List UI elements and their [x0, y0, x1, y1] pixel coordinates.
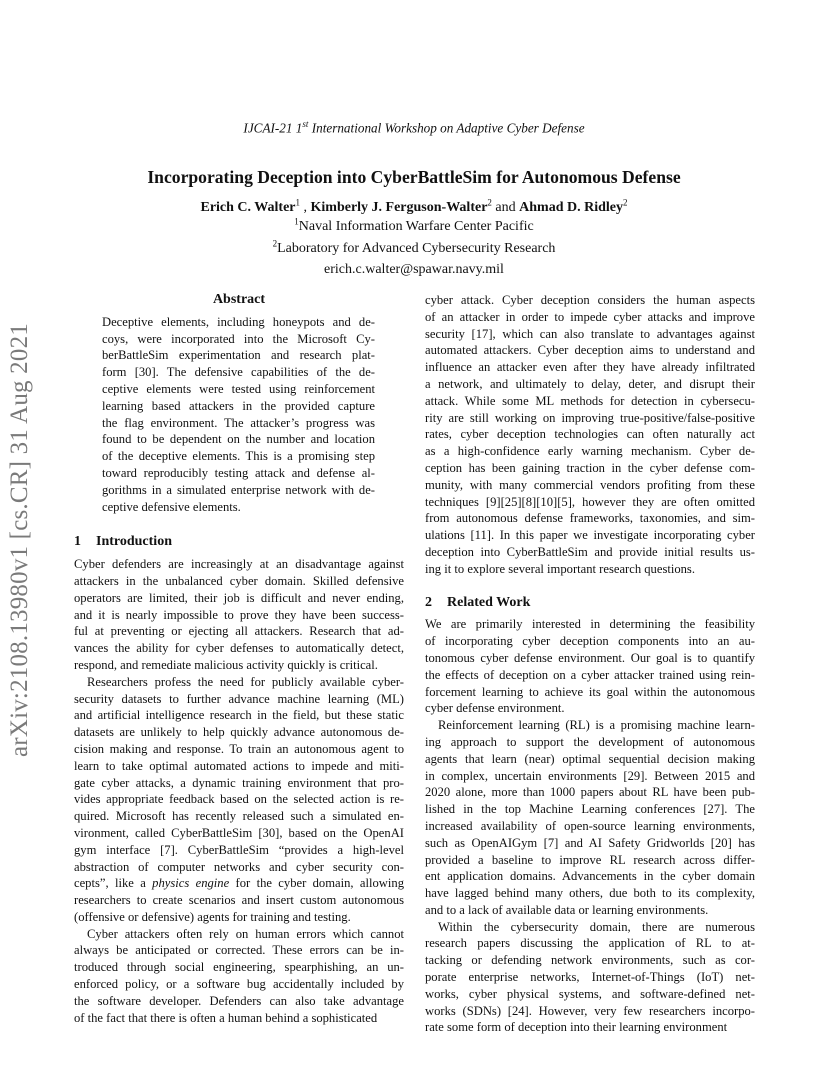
text-line: rity are still working on improving true-positive/false-positive	[425, 410, 755, 425]
text-line: troduced through social engineering, spearphishing, an un-	[74, 960, 404, 975]
related-body	[425, 616, 755, 1036]
text-line: of the fact that there is often a human behind a sophisticated	[74, 1010, 378, 1025]
paragraph	[425, 919, 755, 1037]
text-line: attackers in the unbalanced cyber domain. Skilled defensive	[74, 573, 404, 588]
text-line: of an attacker in order to impede cyber attacks and improve	[425, 309, 755, 324]
text-line: respond, and remediate malicious activity quickly is critical.	[74, 657, 378, 672]
text-line: cepts”, like a physics engine for the cyber domain, allowing	[74, 876, 404, 891]
text-line: Reinforcement learning (RL) is a promising machine learn-	[438, 718, 755, 733]
text-line: the flag environment. The attacker’s progress was	[102, 415, 375, 430]
author-name: Kimberly J. Ferguson-Walter	[310, 200, 488, 215]
text-line: ceptive elements were tested using reinforcement	[102, 381, 375, 396]
text-line: the effects of deception on a cyber attacker trained using rein-	[425, 667, 755, 682]
text-line: research papers discussing the application of RL to at-	[425, 936, 755, 951]
text-line: ent application domains. Advancements in the cyber domain	[425, 869, 755, 884]
paragraph	[425, 616, 755, 717]
paragraph	[74, 556, 404, 674]
arxiv-stamp: arXiv:2108.13980v1 [cs.CR] 31 Aug 2021	[6, 323, 33, 757]
section-heading-related-work: 2 Related Work	[425, 594, 531, 610]
text-line: gate cyber attacks, a dynamic training environment that pro-	[74, 775, 404, 790]
text-line: works (SDNs) [24]. However, very few researchers incorpo-	[425, 1003, 755, 1018]
text-line: munity, with many commercial vendors profiting from these	[425, 477, 755, 492]
text-line: ceptive defensive elements.	[102, 499, 241, 514]
text-line: rates, cyber deception technologies can often naturally act	[425, 427, 755, 442]
text-line: ing approach to support the development of autonomous	[425, 734, 755, 749]
text-line: vironment, called CyberBattleSim [30], based on the OpenAI	[74, 825, 404, 840]
text-line: a network, and ultimately to delay, deter, and disrupt their	[425, 376, 755, 391]
text-line: coys, were incorporated into the Microsoft Cy-	[102, 331, 375, 346]
text-line: increased availability of open-source learning environments,	[425, 818, 755, 833]
text-line: Researchers profess the need for publicly available cyber-	[87, 674, 404, 689]
text-line: operators are limited, their job is difficult and never ending,	[74, 590, 404, 605]
text-line: cyber attack. Cyber deception considers the human aspects	[425, 293, 755, 307]
text-line: ing it to explore several important research questions.	[425, 561, 695, 576]
text-line: and to a lack of available data or learning environments.	[425, 902, 709, 917]
text-line: always be anticipated or corrected. These errors can be in-	[74, 943, 404, 958]
continued-paragraph	[425, 292, 755, 578]
affiliation: $^2$Laboratory for Advanced Cybersecurity Research	[272, 237, 556, 256]
affiliations	[0, 216, 828, 281]
text-line: automated attackers. Cyber deception aims to understand and	[425, 343, 755, 358]
text-line: of incorporating cyber deception components into an au-	[425, 634, 755, 649]
text-line: and it is nearly impossible to prove they have been success-	[74, 607, 404, 622]
text-line: tonomous cyber defense environment. Our goal is to quantify	[425, 650, 755, 665]
text-line: vances the ability for cyber defenses to automatically detect,	[74, 641, 404, 656]
text-line: We are primarily interested in determining the feasibility	[425, 617, 755, 632]
text-line: lished in the top Machine Learning conferences [27]. The	[425, 802, 755, 817]
email: erich.c.walter@spawar.navy.mil	[324, 262, 504, 277]
text-line: provided a baseline to improve RL research across differ-	[425, 852, 755, 867]
text-line: cision making and response. To train an autonomous agent to	[74, 741, 404, 756]
text-line: rate some form of deception into their learning environment	[425, 1020, 728, 1035]
text-line: security [17], which can also translate to advantages against	[425, 326, 755, 341]
text-line: in complex, uncertain environments [29]. Between 2015 and	[425, 768, 755, 783]
text-line: techniques [9][25][8][10][5], however they are often omitted	[425, 494, 755, 509]
text-line: 2020 alone, more than 1000 papers about RL have been pub-	[425, 785, 755, 800]
text-line: works, cyber physical systems, and software-defined net-	[425, 986, 755, 1001]
right-column	[425, 292, 755, 1036]
text-line: ful at preventing or ejecting all attackers. Research that ad-	[74, 624, 404, 639]
text-line: (offensive or defensive) agents for training and testing.	[74, 909, 351, 924]
text-line: attack. While some ML methods for detection in cybersecu-	[425, 393, 755, 408]
venue-line: IJCAI-21 1st International Workshop on Adaptive Cyber Defense	[243, 119, 585, 136]
text-line: porate enterprise networks, Internet-of-Things (IoT) net-	[425, 970, 755, 985]
text-line: have lagged behind many others, due both to its complexity,	[425, 886, 755, 901]
text-line: Cyber defenders are increasingly at an disadvantage against	[74, 557, 404, 572]
text-line: tacking or defending network environments, such as cor-	[425, 953, 755, 968]
left-column	[74, 292, 404, 1026]
text-line: influence an attacker even after they have already infiltrated	[425, 360, 755, 375]
text-line: found to be dependent on the number and location	[102, 432, 375, 447]
paper-title: Incorporating Deception into CyberBattleSim for Autonomous Defense	[147, 167, 681, 187]
intro-body	[74, 556, 404, 1026]
text-line: gorithms in a simulated enterprise network with de-	[102, 482, 375, 497]
text-line: Deceptive elements, including honeypots and de-	[102, 314, 375, 329]
text-line: form [30]. The defensive capabilities of the de-	[102, 365, 375, 380]
section-heading-introduction: 1 Introduction	[74, 534, 172, 550]
text-line: quired. Microsoft has recently released such a simulated en-	[74, 809, 404, 824]
abstract-body	[102, 314, 375, 516]
paragraph	[74, 674, 404, 926]
text-line: enforced policy, or a software bug accidentally included by	[74, 977, 404, 992]
text-line: agents that learn (near) optimal sequential decision making	[425, 751, 755, 766]
author-name: Erich C. Walter	[200, 200, 296, 215]
text-line: forcement learning to achieve its goal within the autonomous	[425, 684, 755, 699]
author-name: Ahmad D. Ridley	[519, 200, 623, 215]
text-line: datasets are unlikely to help quickly advance autonomous de-	[74, 725, 404, 740]
text-line: ulations [11]. In this paper we investigate incorporating cyber	[425, 528, 755, 543]
text-line: such as OpenAIGym [7] and AI Safety Gridworlds [20] has	[425, 835, 755, 850]
text-line: researchers to create scenarios and insert custom autonomous	[74, 893, 404, 908]
text-line: as a high-confidence early warning mechanism. Cyber de-	[425, 444, 755, 459]
text-line: Cyber attackers often rely on human errors which cannot	[87, 926, 404, 941]
text-line: ception has been gaining traction in the cyber defense com-	[425, 460, 755, 475]
affiliation: $^1$Naval Information Warfare Center Pacific	[294, 216, 534, 234]
text-line: cyber defense environment.	[425, 701, 565, 716]
abstract-heading: Abstract	[212, 292, 266, 307]
text-line: toward reproducibly testing attack and defense al-	[102, 465, 375, 480]
author-list: Erich C. Walter$^1$ , Kimberly J. Ferguson-Walter$^2$ and Ahmad D. Ridley$^2$	[200, 197, 628, 215]
text-line: from autonomous defense frameworks, taxonomies, and sim-	[425, 511, 755, 526]
text-line: berBattleSim experimentation and research plat-	[102, 348, 375, 363]
text-line: and artificial intelligence research in the field, but these static	[74, 708, 404, 723]
text-line: of the deceptive elements. This is a promising step	[102, 449, 375, 464]
text-line: vides appropriate feedback based on the selected action is re-	[74, 792, 404, 807]
text-line: gym interface [7]. CyberBattleSim “provides a high-level	[74, 842, 404, 857]
text-line: deception into CyberBattleSim and provide initial results us-	[425, 544, 755, 559]
text-line: learn to take optimal automated actions to impede and miti-	[74, 758, 404, 773]
text-line: security datasets to further advance machine learning (ML)	[74, 691, 404, 706]
text-line: the software developer. Defenders can also take advantage	[74, 993, 404, 1008]
text-line: learning based attackers in the provided capture	[102, 398, 375, 413]
paragraph	[74, 926, 404, 1027]
text-line: abstraction of computer networks and cyber security con-	[74, 859, 404, 874]
paragraph	[425, 717, 755, 919]
text-line: Within the cybersecurity domain, there are numerous	[438, 919, 755, 934]
